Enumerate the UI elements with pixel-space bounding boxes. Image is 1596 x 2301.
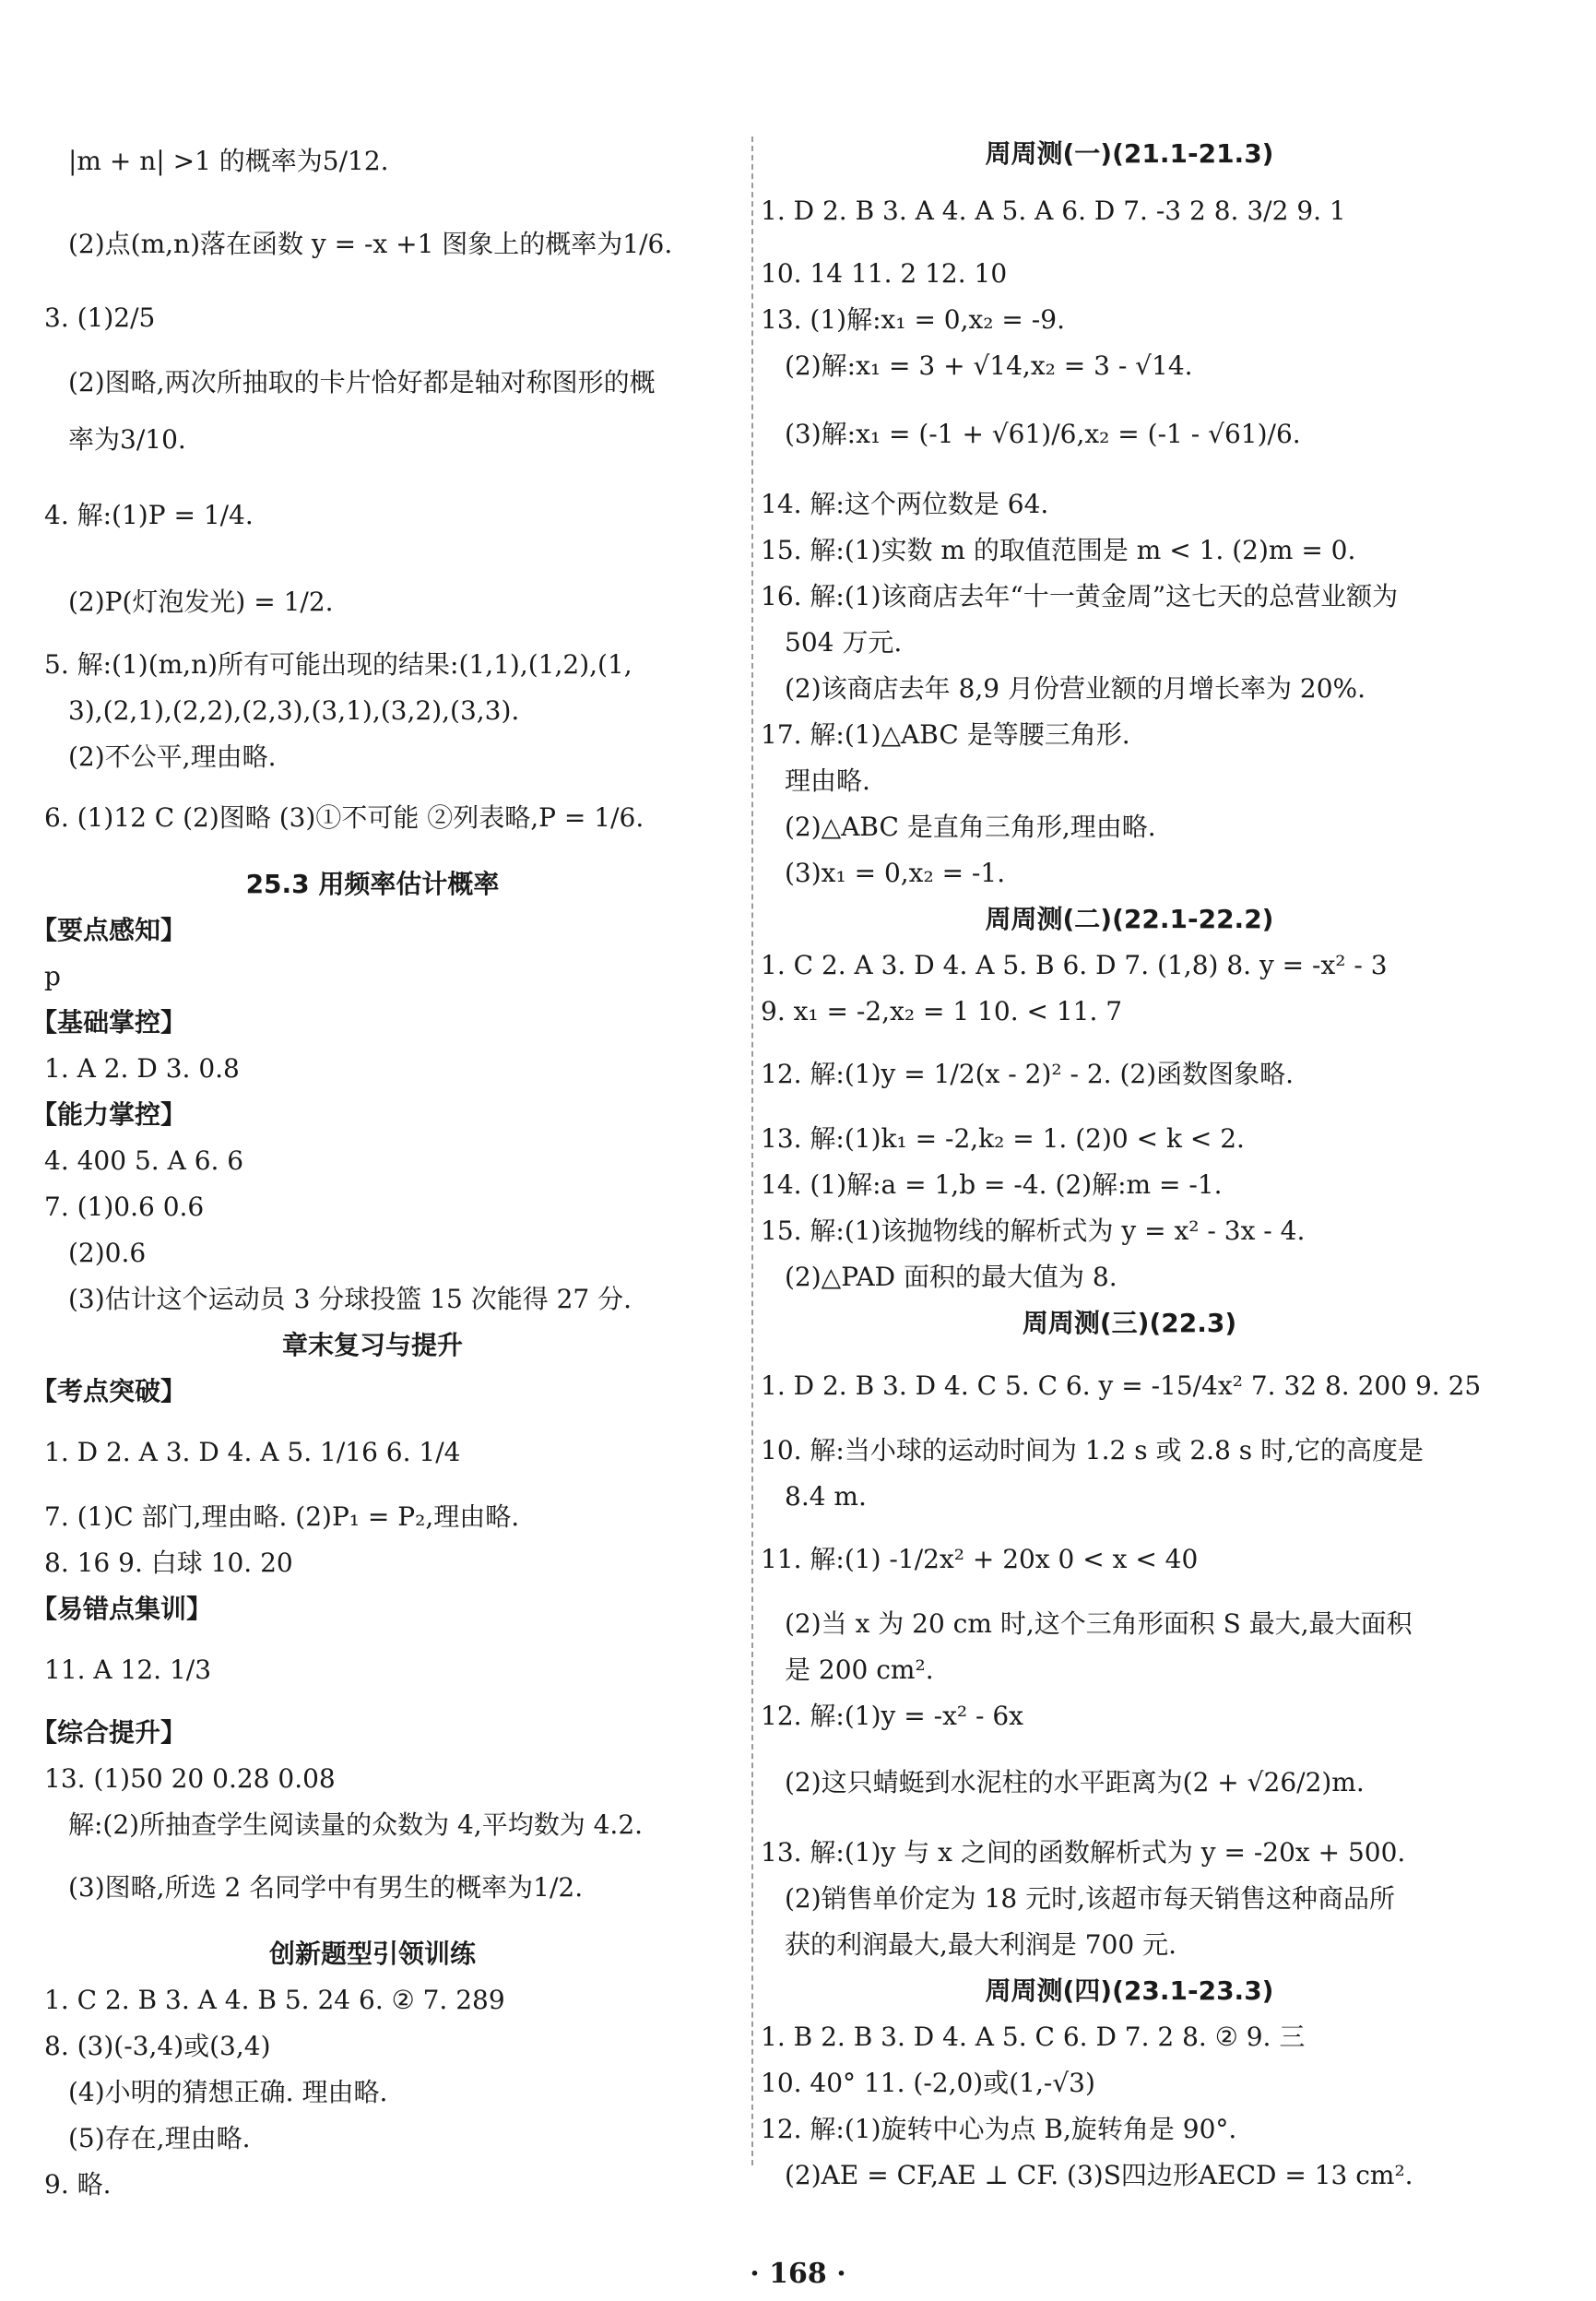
right-line: 16. 解:(1)该商店去年“十一黄金周”这七天的总营业额为 (761, 581, 1399, 611)
left-line: 7. (1)C 部门,理由略. (2)P₁ = P₂,理由略. (44, 1501, 520, 1532)
left-line: 1. D 2. A 3. D 4. A 5. 1/16 6. 1/4 (44, 1437, 461, 1467)
left-line: 25.3 用频率估计概率 (245, 869, 500, 899)
right-line: (2)销售单价定为 18 元时,该超市每天销售这种商品所 (785, 1883, 1395, 1914)
left-line: 【易错点集训】 (31, 1594, 213, 1624)
left-line: 8. (3)(-3,4)或(3,4) (44, 2031, 271, 2061)
left-line: 【考点突破】 (31, 1376, 187, 1406)
right-line: (2)△ABC 是直角三角形,理由略. (785, 812, 1156, 842)
right-line: 获的利润最大,最大利润是 700 元. (785, 1929, 1177, 1960)
left-line: 1. C 2. B 3. A 4. B 5. 24 6. ② 7. 289 (44, 1985, 505, 2015)
right-line: 14. (1)解:a = 1,b = -4. (2)解:m = -1. (761, 1169, 1223, 1200)
right-line: 15. 解:(1)实数 m 的取值范围是 m < 1. (2)m = 0. (761, 535, 1356, 565)
right-line: (2)当 x 为 20 cm 时,这个三角形面积 S 最大,最大面积 (785, 1608, 1413, 1639)
right-line: 13. (1)解:x₁ = 0,x₂ = -9. (761, 304, 1065, 335)
right-line: 1. D 2. B 3. A 4. A 5. A 6. D 7. -3 2 8. 3/2 9. 1 (761, 196, 1346, 226)
right-line: 8.4 m. (785, 1481, 867, 1512)
left-line: 8. 16 9. 白球 10. 20 (44, 1548, 293, 1578)
left-line: 1. A 2. D 3. 0.8 (44, 1053, 240, 1084)
left-line: (4)小明的猜想正确. 理由略. (68, 2077, 388, 2107)
left-line: (2)0.6 (68, 1238, 147, 1268)
left-line: 率为3/10. (68, 424, 186, 455)
left-line: 7. (1)0.6 0.6 (44, 1192, 205, 1222)
right-line: (2)AE = CF,AE ⊥ CF. (3)S四边形AECD = 13 cm². (785, 2160, 1413, 2190)
left-line: 【要点感知】 (31, 915, 187, 945)
left-line: 创新题型引领训练 (268, 1939, 476, 1969)
left-line: (3)图略,所选 2 名同学中有男生的概率为1/2. (68, 1872, 584, 1903)
left-line: (2)不公平,理由略. (68, 741, 277, 772)
right-line: 13. 解:(1)y 与 x 之间的函数解析式为 y = -20x + 500. (761, 1837, 1406, 1868)
right-line: 周周测(二)(22.1-22.2) (985, 904, 1274, 934)
right-line: 504 万元. (785, 627, 903, 658)
left-line: 4. 400 5. A 6. 6 (44, 1145, 244, 1176)
left-line: 6. (1)12 C (2)图略 (3)①不可能 ②列表略,P = 1/6. (44, 802, 644, 833)
right-line: 周周测(一)(21.1-21.3) (985, 138, 1274, 169)
right-line: 17. 解:(1)△ABC 是等腰三角形. (761, 719, 1130, 750)
left-line: (3)估计这个运动员 3 分球投篮 15 次能得 27 分. (68, 1284, 632, 1314)
right-line: 周周测(三)(22.3) (1022, 1308, 1237, 1338)
left-line: (5)存在,理由略. (68, 2123, 251, 2153)
right-line: 11. 解:(1) -1/2x² + 20x 0 < x < 40 (761, 1544, 1199, 1574)
right-line: 周周测(四)(23.1-23.3) (985, 1975, 1274, 2006)
right-line: 理由略. (785, 765, 870, 796)
left-line: p (44, 961, 61, 991)
left-line: 【综合提升】 (31, 1717, 187, 1748)
right-line: 1. C 2. A 3. D 4. A 5. B 6. D 7. (1,8) 8. y = -x² - 3 (761, 950, 1388, 980)
right-line: 10. 40° 11. (-2,0)或(1,-√3) (761, 2068, 1095, 2098)
left-line: 章末复习与提升 (281, 1330, 463, 1360)
right-line: 12. 解:(1)y = 1/2(x - 2)² - 2. (2)函数图象略. (761, 1059, 1295, 1089)
left-line: 11. A 12. 1/3 (44, 1655, 212, 1685)
left-line: 9. 略. (44, 2169, 112, 2200)
right-line: 10. 解:当小球的运动时间为 1.2 s 或 2.8 s 时,它的高度是 (761, 1435, 1424, 1465)
page-number: · 168 · (750, 2258, 846, 2290)
right-line: (2)解:x₁ = 3 + √14,x₂ = 3 - √14. (785, 350, 1193, 381)
right-line: 是 200 cm². (785, 1655, 934, 1685)
left-line: 【基础掌控】 (31, 1007, 187, 1038)
left-line: (2)图略,两次所抽取的卡片恰好都是轴对称图形的概 (68, 367, 656, 397)
left-line: 4. 解:(1)P = 1/4. (44, 500, 254, 530)
right-line: (2)△PAD 面积的最大值为 8. (785, 1262, 1117, 1292)
right-line: (3)解:x₁ = (-1 + √61)/6,x₂ = (-1 - √61)/6. (785, 419, 1301, 449)
left-line: (2)点(m,n)落在函数 y = -x +1 图象上的概率为1/6. (68, 229, 673, 259)
left-line: 3. (1)2/5 (44, 302, 156, 333)
right-line: (3)x₁ = 0,x₂ = -1. (785, 858, 1006, 888)
right-line: 10. 14 11. 2 12. 10 (761, 258, 1008, 289)
left-line: (2)P(灯泡发光) = 1/2. (68, 587, 334, 617)
right-line: 1. D 2. B 3. D 4. C 5. C 6. y = -15/4x² 7. 32 8. 200 9. 25 (761, 1370, 1482, 1401)
right-line: 15. 解:(1)该抛物线的解析式为 y = x² - 3x - 4. (761, 1216, 1306, 1246)
left-line: 13. (1)50 20 0.28 0.08 (44, 1763, 336, 1794)
right-line: 12. 解:(1)y = -x² - 6x (761, 1701, 1023, 1731)
left-line: 3),(2,1),(2,2),(2,3),(3,1),(3,2),(3,3). (68, 695, 520, 726)
right-line: (2)这只蜻蜓到水泥柱的水平距离为(2 + √26/2)m. (785, 1767, 1365, 1797)
right-line: 14. 解:这个两位数是 64. (761, 489, 1049, 519)
right-line: 1. B 2. B 3. D 4. A 5. C 6. D 7. 2 8. ② 9. 三 (761, 2022, 1306, 2052)
left-line: 【能力掌控】 (31, 1099, 187, 1130)
left-line: 解:(2)所抽查学生阅读量的众数为 4,平均数为 4.2. (68, 1809, 644, 1840)
right-line: 13. 解:(1)k₁ = -2,k₂ = 1. (2)0 < k < 2. (761, 1123, 1245, 1154)
right-line: (2)该商店去年 8,9 月份营业额的月增长率为 20%. (785, 673, 1366, 704)
left-line: |m + n| >1 的概率为5/12. (68, 146, 389, 176)
left-line: 5. 解:(1)(m,n)所有可能出现的结果:(1,1),(1,2),(1, (44, 649, 632, 680)
right-line: 12. 解:(1)旋转中心为点 B,旋转角是 90°. (761, 2114, 1237, 2144)
right-line: 9. x₁ = -2,x₂ = 1 10. < 11. 7 (761, 996, 1123, 1026)
column-divider (751, 136, 753, 2165)
